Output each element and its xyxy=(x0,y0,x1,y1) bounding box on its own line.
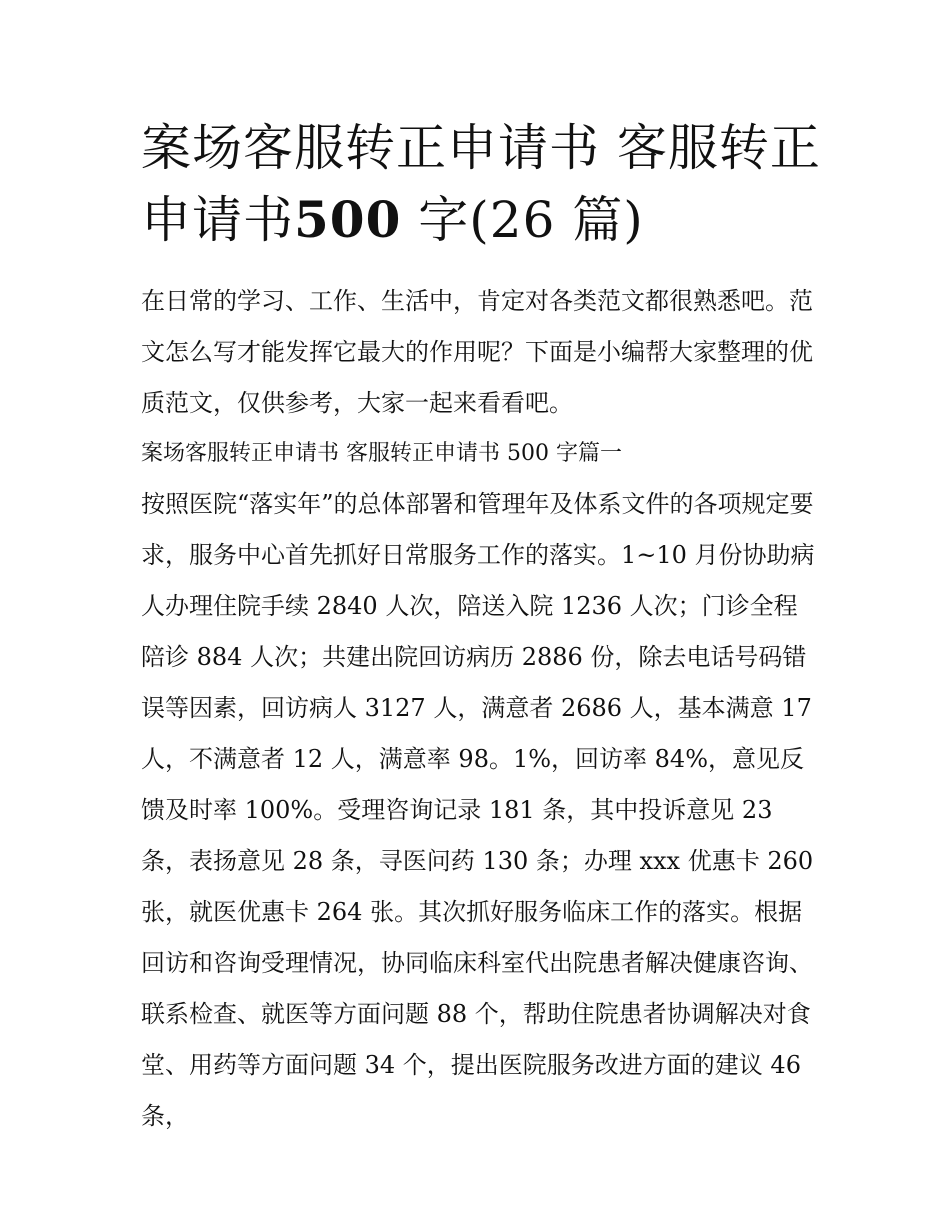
intro-paragraph: 在日常的学习、工作、生活中，肯定对各类范文都很熟悉吧。范文怎么写才能发挥它最大的作用呢？下面是小编帮大家整理的优质范文，仅供参考，大家一起来看看吧。 xyxy=(141,287,813,417)
body-paragraph: 按照医院“落实年”的总体部署和管理年及体系文件的各项规定要求，服务中心首先抓好日常服务工作的落实。1~10 月份协助病人办理住院手续 2840 人次，陪送入院 1236 人次；门诊全程陪诊 884 人次；共建出院回访病历 2886 份，除去电话号码错误等因素，回访病人 3127 人，满意者 2686 人，基本满意 17 人，不满意者 12 人，满意率 98。1%，回访率 84%，意见反馈及时率 100%。受理咨询记录 181 条，其中投诉意见 23 条，表扬意见 28 条，寻医问药 130 条；办理 xxx 优惠卡 260 张，就医优惠卡 264 张。其次抓好服务临床工作的落实。根据回访和咨询受理情况，协同临床科室代出院患者解决健康咨询、联系检查、就医等方面问题 88 个，帮助住院患者协调解决对食堂、用药等方面问题 34 个，提出医院服务改进方面的建议 46 条， xyxy=(141,490,815,1130)
section-heading: 案场客服转正申请书 客服转正申请书 500 字篇一 xyxy=(141,441,622,466)
title-text-number: 500 xyxy=(294,190,402,249)
title-text-part3: 字(26 篇) xyxy=(418,191,644,249)
document-title xyxy=(141,112,821,256)
title-text-part1: 案场客服转正申请书 客服转正申请书 xyxy=(141,119,821,249)
